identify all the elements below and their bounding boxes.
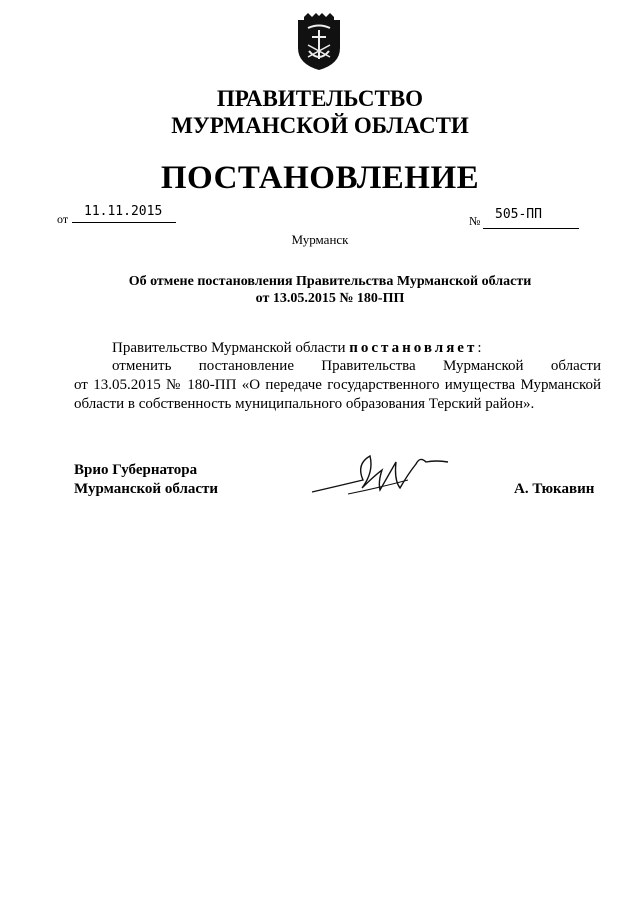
- date-label: от: [57, 212, 69, 226]
- signer-role-line1: Врио Губернатора: [74, 462, 198, 478]
- decree-type-title: ПОСТАНОВЛЕНИЕ: [160, 160, 480, 196]
- decree-number: 505-ПП: [495, 207, 542, 222]
- date-underline: [72, 222, 176, 223]
- government-name-line2: МУРМАНСКОЙ ОБЛАСТИ: [171, 113, 469, 138]
- number-label: №: [469, 214, 481, 228]
- city-name: Мурманск: [291, 232, 349, 247]
- decree-date: 11.11.2015: [84, 204, 163, 219]
- lead-verb: постановляет: [349, 340, 478, 356]
- number-underline: [483, 228, 579, 229]
- subject-line2: от 13.05.2015 № 180-ПП: [255, 291, 405, 306]
- lead-text: Правительство Мурманской области: [112, 340, 350, 356]
- body-line: отменить постановление Правительства Мурманской области: [112, 358, 601, 374]
- handwritten-signature-icon: [308, 450, 458, 510]
- body-lead: [112, 340, 482, 357]
- coat-of-arms-icon: [294, 12, 344, 72]
- signer-role-line2: Мурманской области: [74, 481, 219, 497]
- subject-line1: Об отмене постановления Правительства Мурманской области: [128, 274, 532, 289]
- signer-name: А. Тюкавин: [514, 481, 595, 497]
- body-line: области в собственность муниципального образования Терский район».: [74, 396, 535, 412]
- body-line: от 13.05.2015 № 180-ПП «О передаче государственного имущества Мурманской: [74, 377, 601, 393]
- government-name-line1: ПРАВИТЕЛЬСТВО: [216, 86, 424, 111]
- lead-colon: :: [477, 340, 482, 356]
